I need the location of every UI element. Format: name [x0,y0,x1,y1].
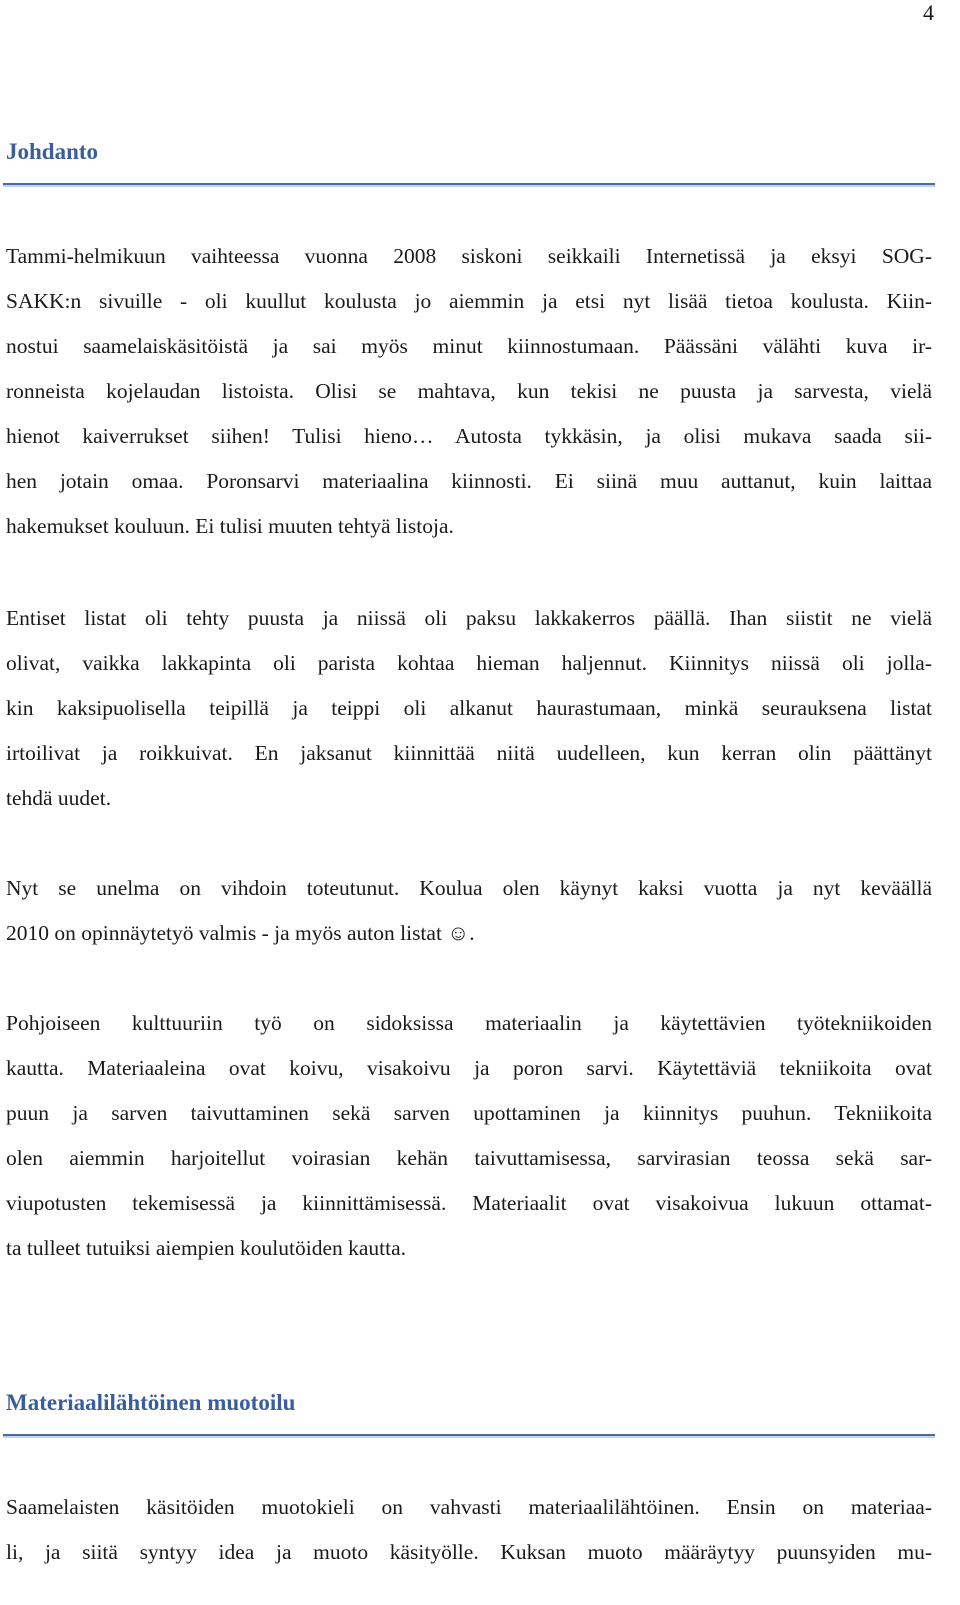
text-line: olen aiemmin harjoitellut voirasian kehän taivuttamisessa, sarvirasian teossa sekä sar- [6,1146,932,1170]
paragraph-2 [6,596,932,821]
text-line: tehdä uudet. [6,786,112,810]
text-line: Tammi-helmikuun vaihteessa vuonna 2008 siskoni seikkaili Internetissä ja eksyi SOG- [6,244,932,268]
text-line: 2010 on opinnäytetyö valmis - ja myös auton listat ☺. [6,921,475,945]
section-heading-materiaalilahtoinen-muotoilu: Materiaalilähtöinen muotoilu [6,1390,296,1415]
text-line: hen jotain omaa. Poronsarvi materiaalina kiinnosti. Ei siinä muu auttanut, kuin laittaa [6,469,932,493]
text-line: Saamelaisten käsitöiden muotokieli on vahvasti materiaalilähtöinen. Ensin on materiaa- [6,1495,932,1519]
text-line: Nyt se unelma on vihdoin toteutunut. Koulua olen käynyt kaksi vuotta ja nyt keväällä [6,876,932,900]
text-line: li, ja siitä syntyy idea ja muoto käsityölle. Kuksan muoto määräytyy puunsyiden mu- [6,1540,932,1564]
heading-rule [3,183,935,185]
text-line: hakemukset kouluun. Ei tulisi muuten tehtyä listoja. [6,514,454,538]
section-heading-johdanto: Johdanto [6,139,99,164]
heading-rule [3,1434,935,1436]
text-line: kin kaksipuolisella teipillä ja teippi oli alkanut haurastumaan, minkä seurauksena listat [6,696,932,720]
paragraph-5 [6,1485,932,1575]
paragraph-3 [6,866,932,956]
text-line: hienot kaiverrukset siihen! Tulisi hieno… Autosta tykkäsin, ja olisi mukava saada sii- [6,424,932,448]
text-line: ta tulleet tutuiksi aiempien koulutöiden kautta. [6,1236,407,1260]
text-line: ronneista kojelaudan listoista. Olisi se mahtava, kun tekisi ne puusta ja sarvesta, vielä [6,379,932,403]
text-line: SAKK:n sivuille - oli kuullut koulusta jo aiemmin ja etsi nyt lisää tietoa koulusta. Kiin- [6,289,932,313]
page-number: 4 [923,0,934,25]
text-line: olivat, vaikka lakkapinta oli parista kohtaa hieman haljennut. Kiinnitys niissä oli jolla- [6,651,932,675]
text-line: puun ja sarven taivuttaminen sekä sarven upottaminen ja kiinnitys puuhun. Tekniikoita [6,1101,932,1125]
text-line: irtoilivat ja roikkuivat. En jaksanut kiinnittää niitä uudelleen, kun kerran olin päättänyt [6,741,932,765]
text-line: Entiset listat oli tehty puusta ja niissä oli paksu lakkakerros päällä. Ihan siistit ne vielä [6,606,932,630]
paragraph-1 [6,234,932,549]
text-line: nostui saamelaiskäsitöistä ja sai myös minut kiinnostumaan. Päässäni välähti kuva ir- [6,334,932,358]
text-line: Pohjoiseen kulttuuriin työ on sidoksissa materiaalin ja käytettävien työtekniikoiden [6,1011,932,1035]
paragraph-4 [6,1001,932,1271]
text-line: kautta. Materiaaleina ovat koivu, visakoivu ja poron sarvi. Käytettäviä tekniikoita ovat [6,1056,932,1080]
text-line: viupotusten tekemisessä ja kiinnittämisessä. Materiaalit ovat visakoivua lukuun ottamat- [6,1191,932,1215]
